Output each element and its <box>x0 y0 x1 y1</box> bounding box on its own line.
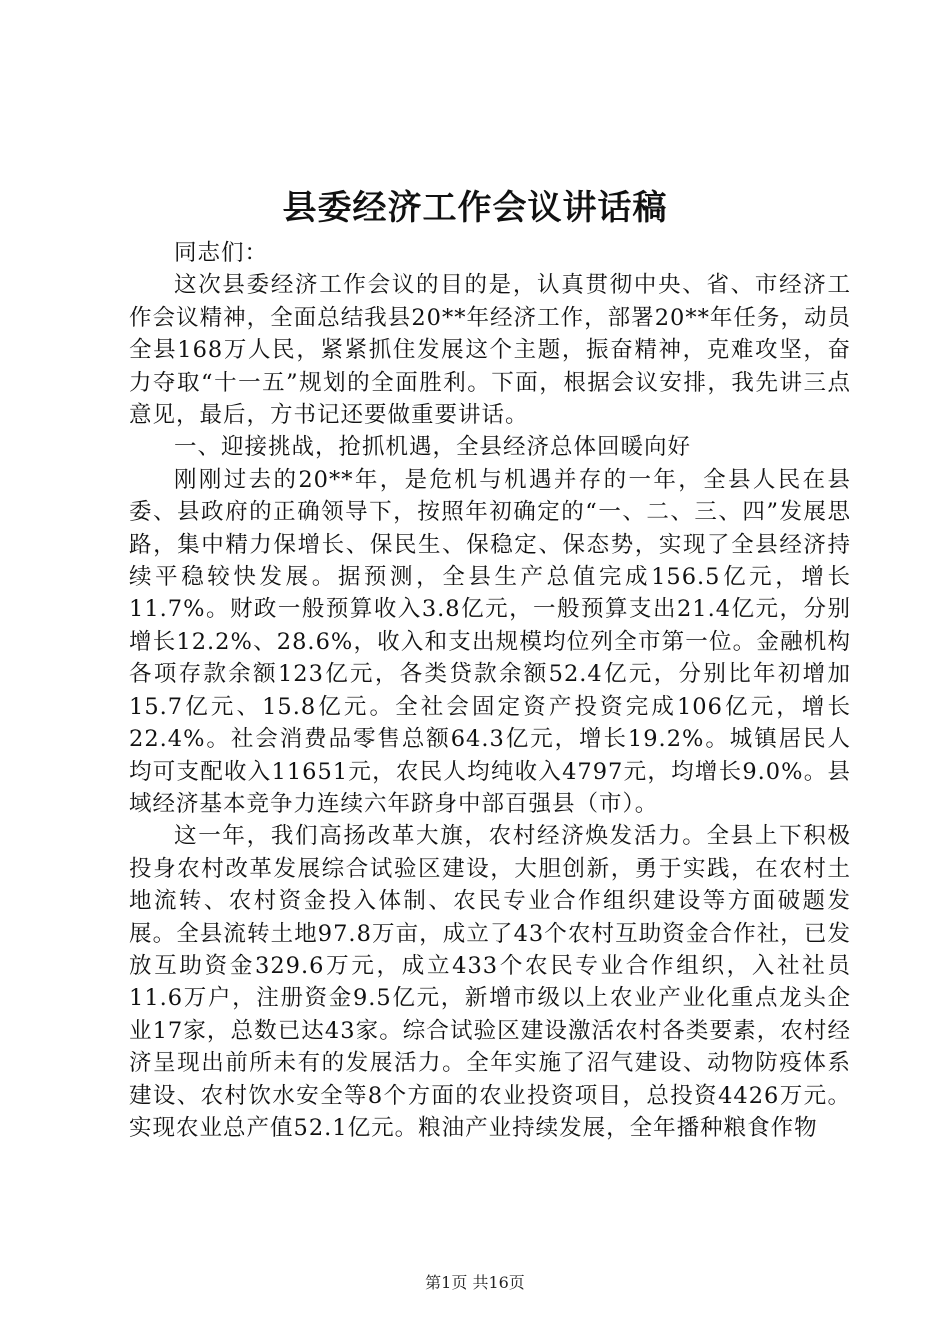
document-title: 县委经济工作会议讲话稿 <box>282 188 668 228</box>
salutation: 同志们： <box>174 240 269 266</box>
document-body <box>129 237 851 1144</box>
rural-reform-paragraph: 这一年，我们高扬改革大旗，农村经济焕发活力。全县上下积极投身农村改革发展综合试验区建设，大胆创新，勇于实践，在农村土地流转、农村资金投入体制、农民专业合作组织建设等方面破题发展。全县流转土地97.8万亩，成立了43个农村互助资金合作社，已发放互助资金329.6万元，成立433个农民专业合作组织，入社社员11.6万户，注册资金9.5亿元，新增市级以上农业产业化重点龙头企业17家，总数已达43家。综合试验区建设激活农村各类要素，农村经济呈现出前所未有的发展活力。全年实施了沼气建设、动物防疫体系建设、农村饮水安全等8个方面的农业投资项目，总投资4426万元。实现农业总产值52.1亿元。粮油产业持续发展，全年播种粮食作物 <box>129 823 851 1141</box>
intro-paragraph: 这次县委经济工作会议的目的是，认真贯彻中央、省、市经济工作会议精神，全面总结我县20**年经济工作，部署20**年任务，动员全县168万人民，紧紧抓住发展这个主题，振奋精神，克难攻坚，奋力夺取“十一五”规划的全面胜利。下面，根据会议安排，我先讲三点意见，最后，方书记还要做重要讲话。 <box>129 272 851 429</box>
page-footer: 第1页 共16页 <box>425 1273 525 1292</box>
section-heading: 一、迎接挑战，抢抓机遇，全县经济总体回暖向好 <box>174 434 692 461</box>
economy-summary-paragraph: 刚刚过去的20**年，是危机与机遇并存的一年，全县人民在县委、县政府的正确领导下，按照年初确定的“一、二、三、四”发展思路，集中精力保增长、保民生、保稳定、保态势，实现了全县经济持续平稳较快发展。据预测，全县生产总值完成156.5亿元，增长11.7%。财政一般预算收入3.8亿元，一般预算支出21.4亿元，分别增长12.2%、28.6%，收入和支出规模均位列全市第一位。金融机构各项存款余额123亿元，各类贷款余额52.4亿元，分别比年初增加15.7亿元、15.8亿元。全社会固定资产投资完成106亿元，增长22.4%。社会消费品零售总额64.3亿元，增长19.2%。城镇居民人均可支配收入11651元，农民人均纯收入4797元，均增长9.0%。县域经济基本竞争力连续六年跻身中部百强县（市）。 <box>129 466 851 817</box>
